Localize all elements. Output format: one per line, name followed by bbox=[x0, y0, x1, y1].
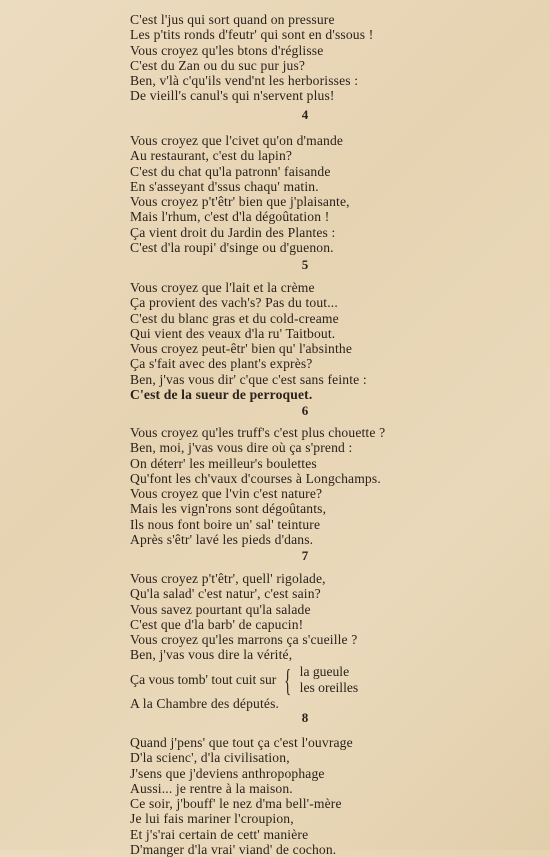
choice-options bbox=[300, 664, 359, 696]
verse-line: A la Chambre des députés. bbox=[130, 695, 280, 711]
verse-line: J'sens que j'deviens anthropophage bbox=[130, 765, 325, 781]
verse-line: Ils nous font boire un' sal' teinture bbox=[130, 516, 321, 532]
stanza-6 bbox=[130, 425, 460, 547]
verse-line: Vous croyez p't'êtr', quell' rigolade, bbox=[130, 571, 326, 586]
verse-line: Vous croyez qu'les btons d'réglisse bbox=[130, 42, 324, 58]
verse-line: Ben, j'vas vous dire la vérité, bbox=[130, 647, 293, 663]
verse-line: C'est l'jus qui sort quand on pressure bbox=[130, 12, 335, 27]
stanza-number: 4 bbox=[301, 107, 309, 122]
verse-line: Ben, j'vas vous dir' c'que c'est sans feinte : bbox=[130, 371, 367, 387]
stanza-number: 5 bbox=[301, 257, 309, 272]
stanza-4 bbox=[130, 133, 460, 255]
choice-option: les oreilles bbox=[299, 679, 359, 695]
verse-line: C'est de la sueur de perroquet. bbox=[130, 387, 313, 403]
verse-line: Vous croyez peut-êtr' bien qu' l'absinthe bbox=[130, 341, 353, 357]
verse-line: De vieill's canul's qui n'servent plus! bbox=[130, 88, 335, 104]
verse-line: Au restaurant, c'est du lapin? bbox=[130, 148, 293, 164]
stanza-7 bbox=[130, 571, 460, 711]
verse-line: C'est du blanc gras et du cold-creame bbox=[130, 310, 339, 326]
verse-line: Ce soir, j'bouff' le nez d'ma bell'-mère bbox=[130, 796, 342, 812]
verse-line: C'est du chat qu'la patronn' faisande bbox=[130, 163, 331, 179]
verse-line: Ben, v'là c'qu'ils vend'nt les herborisses : bbox=[130, 73, 359, 89]
verse-line: Vous croyez qu'les marrons ça s'cueille ? bbox=[130, 632, 358, 648]
verse-line: Qu'la salad' c'est natur', c'est sain? bbox=[130, 586, 321, 602]
verse-line: Ça provient des vach's? Pas du tout... bbox=[130, 295, 338, 311]
verse-line: D'la scienc', d'la civilisation, bbox=[130, 750, 290, 766]
verse-line: Mais l'rhum, c'est d'la dégoûtation ! bbox=[130, 209, 330, 225]
verse-line: Vous croyez que l'vin c'est nature? bbox=[130, 486, 323, 502]
verse-line: Ça vient droit du Jardin des Plantes : bbox=[130, 224, 336, 240]
verse-line: Après s'êtr' lavé les pieds d'dans. bbox=[130, 532, 314, 548]
verse-line: D'manger d'la vrai' viand' de cochon. bbox=[130, 842, 337, 857]
verse-line: Vous croyez que l'civet qu'on d'mande bbox=[130, 133, 344, 148]
verse-line: Ben, moi, j'vas vous dire où ça s'prend : bbox=[130, 440, 353, 456]
verse-line: Qu'font les ch'vaux d'courses à Longchamps. bbox=[130, 470, 381, 486]
choice-lead: Ça vous tomb' tout cuit sur bbox=[130, 672, 277, 688]
verse-line: Mais les vign'rons sont dégoûtants, bbox=[130, 501, 327, 517]
verse-line: Vous croyez qu'les truff's c'est plus chouette ? bbox=[130, 425, 386, 440]
stanza-number: 8 bbox=[301, 710, 309, 725]
verse-line: Ça s'fait avec des plant's exprès? bbox=[130, 356, 313, 372]
verse-line: Vous croyez que l'lait et la crème bbox=[130, 280, 315, 295]
stanza-5 bbox=[130, 280, 460, 402]
verse-line: Vous savez pourtant qu'la salade bbox=[130, 601, 311, 617]
verse-line: C'est d'la roupi' d'singe ou d'guenon. bbox=[130, 240, 334, 256]
verse-line: On déterr' les meilleur's boulettes bbox=[130, 455, 317, 471]
verse-line: Et j's'rai certain de cett' manière bbox=[130, 826, 309, 842]
stanza-8 bbox=[130, 735, 460, 857]
brace-glyph: { bbox=[284, 661, 292, 698]
verse-line: Je lui fais mariner l'croupion, bbox=[130, 811, 294, 827]
verse-line: En s'asseyant d'ssus chaqu' matin. bbox=[130, 178, 319, 194]
verse-line: Qui vient des veaux d'la ru' Taitbout. bbox=[130, 325, 336, 341]
verse-line: C'est du Zan ou du suc pur jus? bbox=[130, 57, 306, 73]
verse-line: C'est que d'la barb' de capucin! bbox=[130, 616, 304, 632]
verse-line: Quand j'pens' que tout ça c'est l'ouvrage bbox=[130, 735, 353, 750]
stanza-3-tail bbox=[130, 12, 460, 104]
choice-line bbox=[130, 661, 460, 698]
stanza-number: 7 bbox=[301, 548, 309, 563]
verse-line: Les p'tits ronds d'feutr' qui sont en d'ssous ! bbox=[130, 27, 374, 43]
choice-option: la gueule bbox=[299, 663, 350, 679]
verse-line: Vous croyez p't'êtr' bien que j'plaisante, bbox=[130, 194, 350, 210]
verse-line: Aussi... je rentre à la maison. bbox=[130, 780, 293, 796]
stanza-number: 6 bbox=[301, 403, 309, 418]
